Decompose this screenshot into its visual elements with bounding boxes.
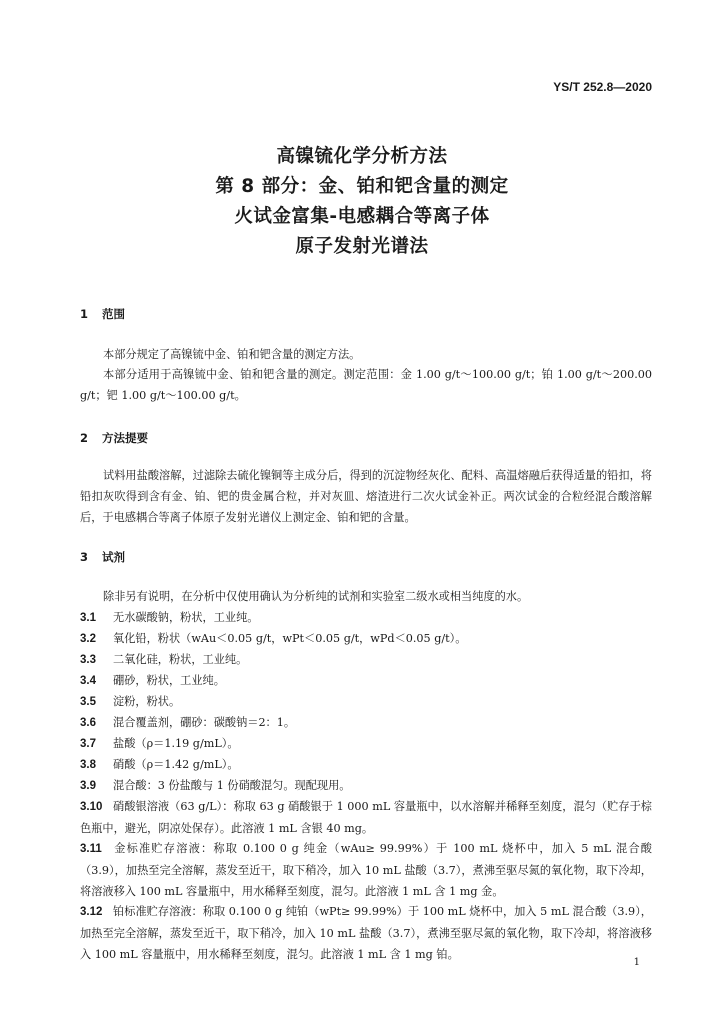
- item-text: 混合酸：3 份盐酸与 1 份硝酸混匀。现配现用。: [113, 779, 351, 792]
- item-number: 3.3: [80, 654, 96, 666]
- section-title: 方法提要: [102, 431, 148, 445]
- section-1-paragraph-2: 本部分适用于高镍锍中金、铂和钯含量的测定。测定范围：金 1.00 g/t～100.00 g/t；铂 1.00 g/t～200.00 g/t；钯 1.00 g/t～100.00 g/t。: [80, 368, 652, 402]
- item-text: 二氧化硅，粉状，工业纯。: [113, 653, 248, 666]
- title-line-1: 高镍锍化学分析方法: [276, 146, 448, 167]
- title-line-2: 第 8 部分：金、铂和钯含量的测定: [215, 176, 509, 197]
- title-line-4: 原子发射光谱法: [295, 236, 429, 257]
- section-2-paragraph-1: 试料用盐酸溶解，过滤除去硫化镍铜等主成分后，得到的沉淀物经灰化、配料、高温熔融后获得适量的铅扣，将铅扣灰吹得到含有金、铂、钯的贵金属合粒，并对灰皿、熔渣进行二次火试金补正。两次试金的合粒经混合酸溶解后，于电感耦合等离子体原子发射光谱仪上测定金、铂和钯的含量。: [80, 469, 652, 524]
- section-3-intro: 除非另有说明，在分析中仅使用确认为分析纯的试剂和实验室二级水或相当纯度的水。: [103, 590, 529, 603]
- reagent-item: [80, 628, 652, 650]
- section-number: 3: [80, 550, 89, 564]
- document-title: [0, 142, 724, 262]
- reagent-item: [80, 691, 652, 713]
- item-text: 金标准贮存溶液：称取 0.100 0 g 纯金（wAu≥ 99.99%）于 100 mL 烧杯中，加入 5 mL 混合酸（3.9），加热至完全溶解，蒸发至近干，取下稍冷，加入 10 mL 盐酸（3.7），煮沸至驱尽氮的氧化物，取下冷却，将溶液移入 100 mL 容量瓶中，用水稀释至刻度，混匀。此溶液 1 mL 含 1 mg 金。: [80, 842, 652, 898]
- item-number: 3.10: [80, 801, 103, 813]
- section-title: 范围: [102, 307, 125, 321]
- item-number: 3.2: [80, 633, 96, 645]
- reagent-item: [80, 754, 652, 776]
- section-1-paragraph-1: 本部分规定了高镍锍中金、铂和钯含量的测定方法。: [103, 348, 361, 361]
- item-text: 硼砂，粉状，工业纯。: [113, 674, 225, 687]
- item-number: 3.1: [80, 612, 96, 624]
- item-text: 硝酸（ρ＝1.42 g/mL）。: [113, 758, 239, 771]
- reagent-item: [80, 838, 652, 902]
- reagent-item: [80, 775, 652, 797]
- section-number: 2: [80, 431, 89, 445]
- reagent-item: [80, 796, 652, 839]
- reagent-item: [80, 901, 652, 965]
- reagent-item: [80, 649, 652, 671]
- item-number: 3.8: [80, 759, 96, 771]
- reagent-item: [80, 733, 652, 755]
- section-2-heading: [80, 430, 148, 446]
- section-1-heading: [80, 306, 125, 322]
- title-line-3: 火试金富集-电感耦合等离子体: [234, 206, 490, 227]
- item-number: 3.11: [80, 843, 102, 855]
- section-number: 1: [80, 307, 89, 321]
- item-text: 氧化铅，粉状（wAu＜0.05 g/t，wPt＜0.05 g/t，wPd＜0.05 g/t）。: [113, 632, 467, 645]
- section-3-heading: [80, 549, 125, 565]
- reagent-item: [80, 712, 652, 734]
- section-title: 试剂: [102, 550, 125, 564]
- reagent-item: [80, 607, 652, 629]
- standard-number: YS/T 252.8—2020: [553, 80, 652, 94]
- item-number: 3.12: [80, 906, 103, 918]
- item-text: 铂标准贮存溶液：称取 0.100 0 g 纯铂（wPt≥ 99.99%）于 100 mL 烧杯中，加入 5 mL 混合酸（3.9），加热至完全溶解，蒸发至近干，取下稍冷，加入 10 mL 盐酸（3.7），煮沸至驱尽氮的氧化物，取下冷却，将溶液移入 100 mL 容量瓶中，用水稀释至刻度，混匀。此溶液 1 mL 含 1 mg 铂。: [80, 905, 652, 961]
- item-number: 3.9: [80, 780, 96, 792]
- page-number: 1: [633, 957, 640, 968]
- item-number: 3.7: [80, 738, 96, 750]
- reagent-item: [80, 670, 652, 692]
- item-number: 3.4: [80, 675, 96, 687]
- item-number: 3.5: [80, 696, 96, 708]
- item-number: 3.6: [80, 717, 96, 729]
- item-text: 盐酸（ρ＝1.19 g/mL）。: [113, 737, 239, 750]
- item-text: 硝酸银溶液（63 g/L）：称取 63 g 硝酸银于 1 000 mL 容量瓶中，以水溶解并稀释至刻度，混匀（贮存于棕色瓶中，避光，阴凉处保存）。此溶液 1 mL 含银 40 mg。: [80, 800, 652, 835]
- item-text: 淀粉，粉状。: [113, 695, 181, 708]
- item-text: 混合覆盖剂，硼砂：碳酸钠＝2：1。: [113, 716, 296, 729]
- item-text: 无水碳酸钠，粉状，工业纯。: [113, 611, 259, 624]
